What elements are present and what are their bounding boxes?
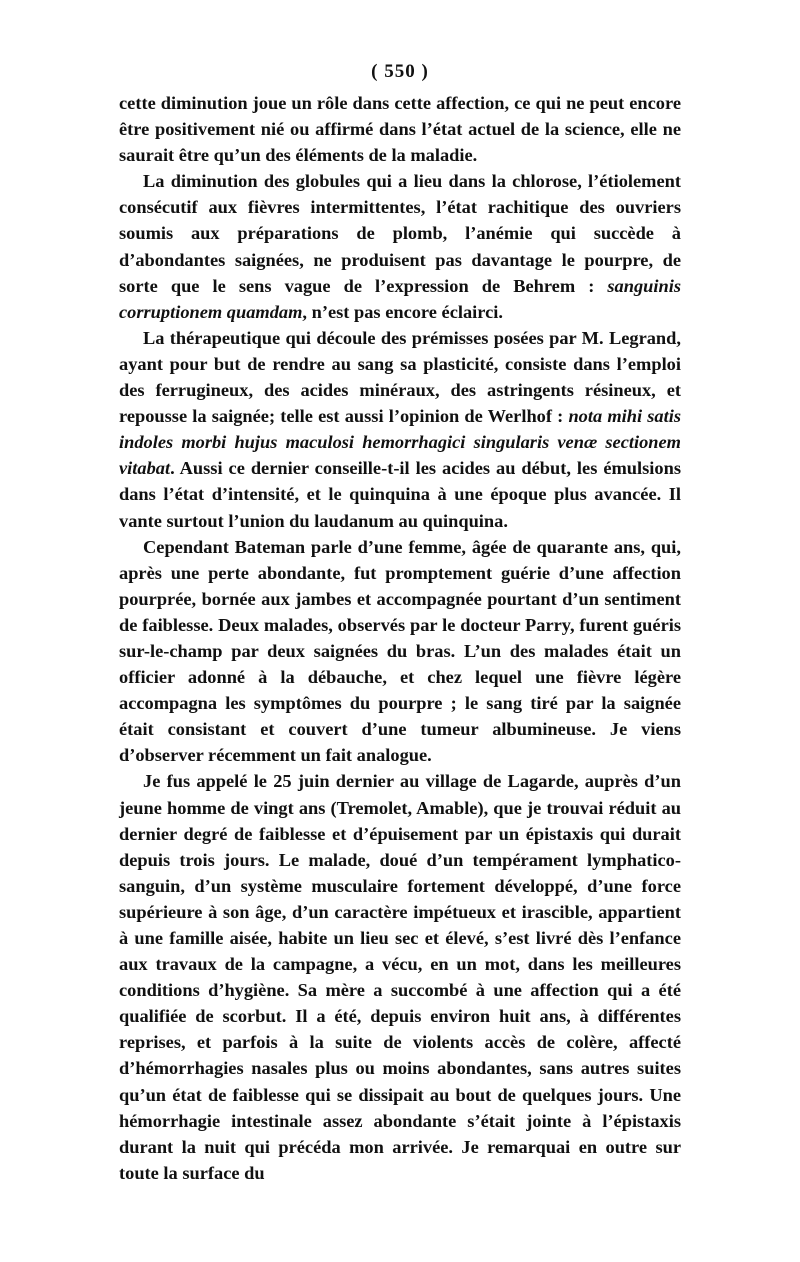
latin-quote: sanguinis corruptionem quamdam (119, 275, 681, 322)
text-run: La diminution des globules qui a lieu dans la chlorose, l’étiolement consécutif aux fièvres intermittentes, l’état rachitique des ouvriers soumis aux préparations de plomb, l’anémie qui succède à d’abondantes saignées, ne produisent pas davantage le pourpre, de sorte que le sens vague de l’expression de Behrem : (119, 171, 681, 296)
text-run: La thérapeutique qui découle des prémisses posées par M. Legrand, ayant pour but de rendre au sang sa plasticité, consiste dans l’emploi des ferrugineux, des acides minéraux, des astringents résineux, et repousse la saignée; telle est aussi l’opinion de Werlhof : (119, 327, 681, 427)
text-run: . Aussi ce dernier conseille-t-il les acides au début, les émulsions dans l’état d’intensité, et le quinquina à une époque plus avancée. Il vante surtout l’union du laudanum au quinquina. (119, 458, 681, 531)
paragraph (119, 768, 681, 1186)
page-number: ( 550 ) (371, 61, 429, 82)
text-run: , n’est pas encore éclairci. (302, 301, 503, 322)
paragraph (119, 90, 681, 168)
text-run: Cependant Bateman parle d’une femme, âgée de quarante ans, qui, après une perte abondante, fut promptement guérie d’une affection pourprée, bornée aux jambes et accompagnée pourtant d’un sentiment de faiblesse. Deux malades, observés par le docteur Parry, furent guéris sur-le-champ par deux saignées du bras. L’un des malades était un officier adonné à la débauche, et chez lequel une fièvre légère accompagna les symptômes du pourpre ; le sang tiré par la saignée était consistant et couvert d’une tumeur albumineuse. Je viens d’observer récemment un fait analogue. (119, 536, 681, 766)
paragraph (119, 534, 681, 769)
latin-quote: nota mihi satis indoles morbi hujus maculosi hemorrhagici singularis venæ sectionem vitabat (119, 406, 681, 479)
text-run: cette diminution joue un rôle dans cette affection, ce qui ne peut encore être positivement nié ou affirmé dans l’état actuel de la science, elle ne saurait être qu’un des éléments de la maladie. (119, 93, 681, 166)
paragraph (119, 168, 681, 325)
document-page (119, 58, 681, 1186)
paragraph (119, 325, 681, 534)
body-text (119, 90, 681, 1186)
text-run: Je fus appelé le 25 juin dernier au village de Lagarde, auprès d’un jeune homme de vingt ans (Tremolet, Amable), que je trouvai réduit au dernier degré de faiblesse et d’épuisement par un épistaxis qui durait depuis trois jours. Le malade, doué d’un tempérament lymphatico-sanguin, d’un système musculaire fortement développé, d’une force supérieure à son âge, d’un caractère impétueux et irascible, appartient à une famille aisée, habite un lieu sec et élevé, s’est livré dès l’enfance aux travaux de la campagne, a vécu, en un mot, dans les meilleures conditions d’hygiène. Sa mère a succombé à une affection qui a été qualifiée de scorbut. Il a été, depuis environ huit ans, à différentes reprises, et parfois à la suite de violents accès de colère, affecté d’hémorrhagies nasales plus ou moins abondantes, sans autres suites qu’un état de faiblesse qui se dissipait au bout de quelques jours. Une hémorrhagie intestinale assez abondante s’était jointe à l’épistaxis durant la nuit qui précéda mon arrivée. Je remarquai en outre sur toute la surface du (119, 771, 681, 1183)
